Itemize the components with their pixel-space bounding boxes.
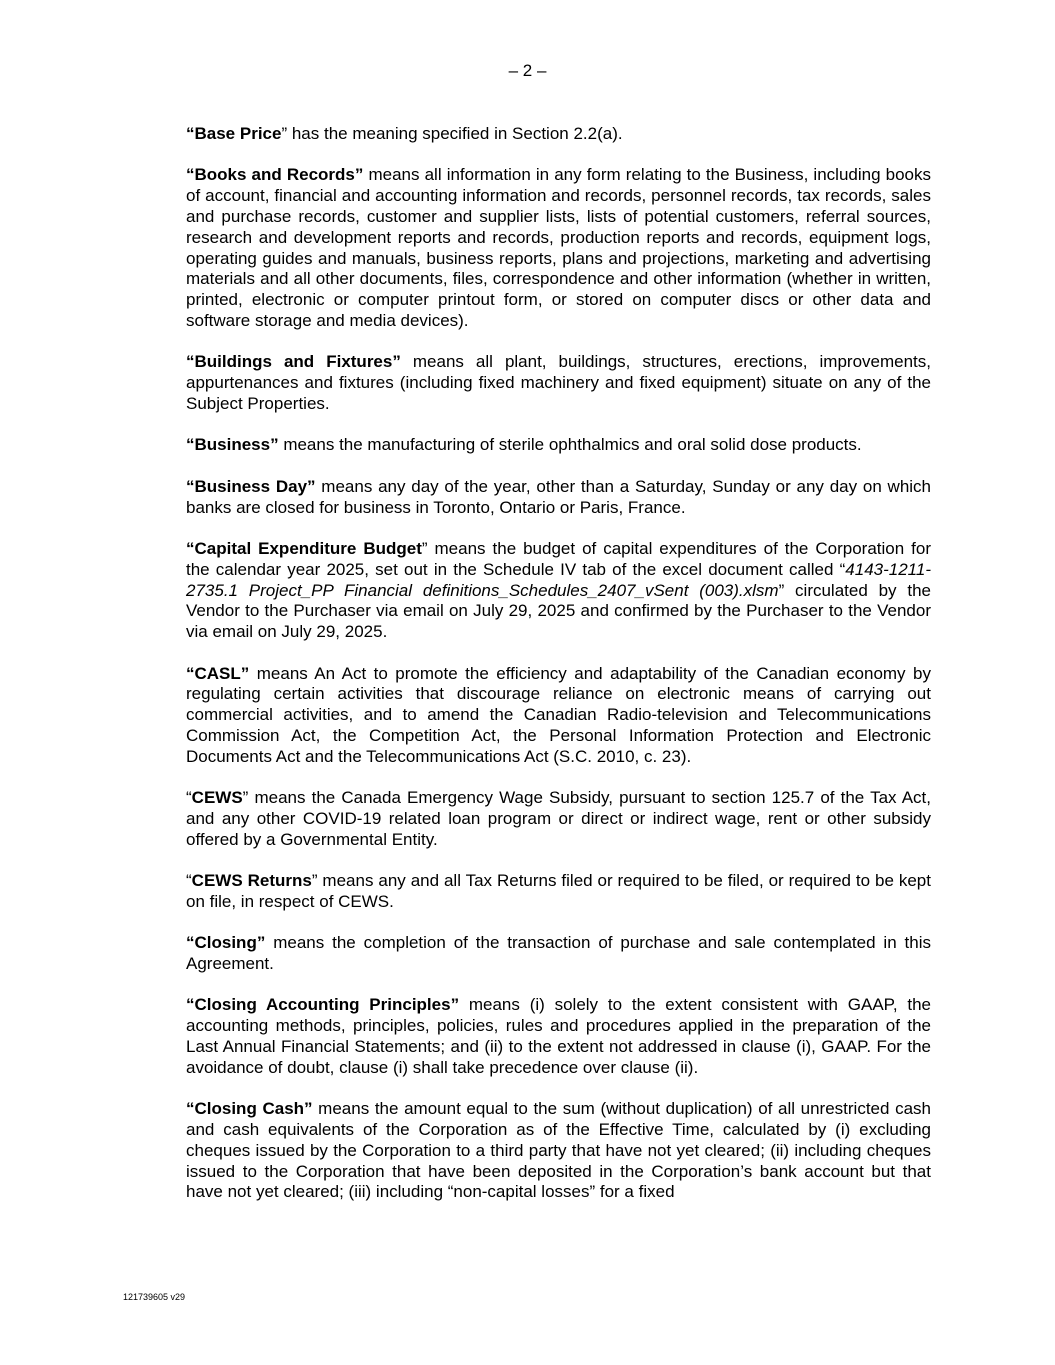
- excel-document-name: 4143-1211-2735.1 Project_PP Financial definitions_Schedules_2407_vSent (003).xlsm: [186, 559, 931, 600]
- definition-body: means the amount equal to the sum (without duplication) of all unrestricted cash and cash equivalents of the Corporation as of the Effective Time, calculated by (i) excluding cheques issued by the Corporation to a third party that have not yet cleared; (ii) including cheques issued to the Corporation that have been deposited in the Corporation’s bank account but that have not yet cleared; (iii) including “non-capital losses” for a fixed: [186, 1099, 932, 1202]
- definition-cews: “CEWS” means the Canada Emergency Wage Subsidy, pursuant to section 125.7 of the Tax Act, and any other COVID-19 related loan program or direct or indirect wage, rent or other subsidy offered by a Governmental Entity.: [186, 788, 931, 849]
- definition-body: means the budget of capital expenditures of the Corporation for the calendar year 2025, set out in the Schedule IV tab of the excel document called “: [186, 538, 931, 579]
- definition-cews-returns: “CEWS Returns” means any and all Tax Returns filed or required to be filed, or required to be kept on file, in respect of CEWS.: [186, 871, 931, 911]
- definition-closing-cash: [186, 1099, 931, 1203]
- definition-base-price: “Base Price” has the meaning specified in Section 2.2(a).: [186, 124, 623, 143]
- definition-body: means the Canada Emergency Wage Subsidy, pursuant to section 125.7 of the Tax Act, and any other COVID-19 related loan program or direct or indirect wage, rent or other subsidy offered by a Governmental Entity.: [186, 788, 931, 849]
- document-id: 121739605 v29: [123, 1292, 186, 1302]
- definition-body: means any and all Tax Returns filed or required to be filed, or required to be kept on file, in respect of CEWS.: [186, 871, 931, 911]
- definition-body: means An Act to promote the efficiency and adaptability of the Canadian economy by regulating certain activities that discourage reliance on electronic means of carrying out commercial activities, and to amend the Canadian Radio-television and Telecommunications Commission Act, the Competition Act, the Personal Information Protection and Electronic Documents Act and the Telecommunications Act (S.C. 2010, c. 23).: [186, 663, 931, 766]
- definition-body: means (i) solely to the extent consistent with GAAP, the accounting methods, principles, policies, rules and procedures applied in the preparation of the Last Annual Financial Statements; and (ii) to the extent not addressed in clause (i), GAAP. For the avoidance of doubt, clause (i) shall take precedence over clause (ii).: [186, 995, 931, 1077]
- term-cews: CEWS: [191, 788, 243, 808]
- term-cews-returns: CEWS Returns: [191, 871, 312, 891]
- term-books-and-records: “Books and Records”: [186, 165, 364, 185]
- term-closing-accounting-principles: “Closing Accounting Principles”: [186, 995, 460, 1015]
- term-business-day: “Business Day”: [186, 476, 316, 496]
- page-number: – 2 –: [508, 61, 547, 80]
- term-base-price: “Base Price: [186, 124, 282, 143]
- term-capital-expenditure-budget: “Capital Expenditure Budget: [186, 538, 422, 558]
- definition-body-continued: ” circulated by the Vendor to the Purchaser via email on July 29, 2025 and confirmed by the Purchaser to the Vendor via email on July 29, 2025.: [186, 580, 931, 642]
- definition-closing: [186, 933, 931, 975]
- definition-closing-accounting-principles: [186, 995, 931, 1078]
- term-buildings-and-fixtures: “Buildings and Fixtures”: [186, 352, 401, 372]
- definition-body: means all information in any form relating to the Business, including books of account, financial and accounting information and records, personnel records, tax records, sales and purchase records, customer and supplier lists, lists of potential customers, referral sources, research and development reports and records, production reports and records, equipment logs, operating guides and manuals, business reports, plans and projections, marketing and advertising materials and all other documents, files, correspondence and other information (whether in written, printed, electronic or computer printout form, or stored on computer discs or other data and software storage and media devices).: [186, 165, 931, 330]
- definition-body: means all plant, buildings, structures, erections, improvements, appurtenances and fixtures (including fixed machinery and fixed equipment) situate on any of the Subject Properties.: [186, 352, 931, 413]
- definition-capital-expenditure-budget: “Capital Expenditure Budget” means the budget of capital expenditures of the Corporation for the calendar year 2025, set out in the Schedule IV tab of the excel document called “4143-1211-2735.1 Project_PP Financial definitions_Schedules_2407_vSent (003).xlsm” circulated by the Vendor to the Purchaser via email on July 29, 2025 and confirmed by the Purchaser to the Vendor via email on July 29, 2025.: [186, 538, 931, 642]
- definition-business: [186, 435, 931, 456]
- definition-body: has the meaning specified in Section 2.2(a).: [287, 124, 623, 143]
- definitions-list: [186, 124, 931, 1224]
- definition-buildings-and-fixtures: [186, 352, 931, 414]
- term-closing-cash: “Closing Cash”: [186, 1099, 313, 1119]
- definition-books-and-records: [186, 165, 931, 331]
- definition-body: means any day of the year, other than a Saturday, Sunday or any day on which banks are closed for business in Toronto, Ontario or Paris, France.: [186, 476, 931, 517]
- term-business: “Business”: [186, 435, 279, 455]
- definition-casl: [186, 664, 931, 768]
- term-closing: “Closing”: [186, 933, 266, 953]
- term-casl: “CASL”: [186, 663, 250, 683]
- definition-body: means the manufacturing of sterile ophthalmics and oral solid dose products.: [278, 435, 862, 455]
- definition-body: means the completion of the transaction of purchase and sale contemplated in this Agreement.: [186, 933, 931, 974]
- definition-business-day: [186, 477, 931, 519]
